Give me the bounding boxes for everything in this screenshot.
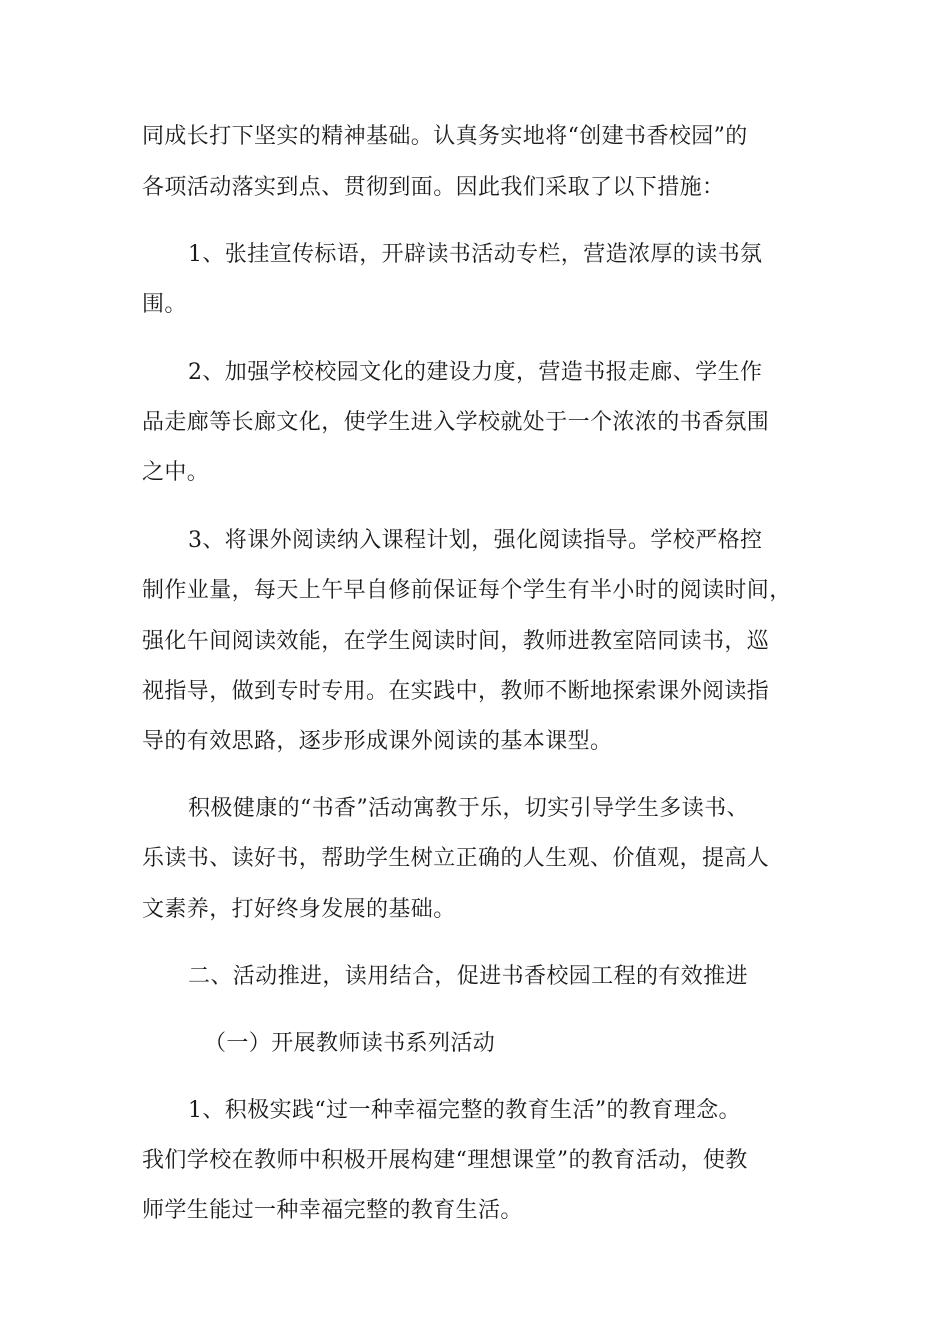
paragraph-line: 积极健康的“书香”活动寓教于乐，切实引导学生多读书、: [188, 796, 749, 821]
paragraph-line: 制作业量，每天上午早自修前保证每个学生有半小时的阅读时间，: [142, 578, 792, 603]
paragraph-line: 品走廊等长廊文化，使学生进入学校就处于一个浓浓的书香氛围: [142, 410, 770, 435]
paragraph-line: 同成长打下坚实的精神基础。认真务实地将“创建书香校园”的: [142, 124, 748, 149]
paragraph-line: 围。: [142, 292, 187, 317]
paragraph-line: 导的有效思路，逐步形成课外阅读的基本课型。: [142, 729, 613, 754]
paragraph-line: 各项活动落实到点、贯彻到面。因此我们采取了以下措施：: [142, 175, 725, 200]
paragraph-line: 2、加强学校校园文化的建设力度，营造书报走廊、学生作: [188, 360, 763, 385]
paragraph-line: 视指导，做到专时专用。在实践中，教师不断地探索课外阅读指: [142, 679, 770, 704]
paragraph-line: 1、张挂宣传标语，开辟读书活动专栏，营造浓厚的读书氛: [188, 242, 763, 267]
paragraph-line: 1、积极实践“过一种幸福完整的教育生活”的教育理念。: [188, 1098, 741, 1123]
section-heading: 二、活动推进，读用结合，促进书香校园工程的有效推进: [188, 964, 749, 989]
paragraph-line: 师学生能过一种幸福完整的教育生活。: [142, 1198, 523, 1223]
paragraph-line: 我们学校在教师中积极开展构建“理想课堂”的教育活动，使教: [142, 1148, 748, 1173]
paragraph-line: 文素养，打好终身发展的基础。: [142, 897, 456, 922]
paragraph-line: 之中。: [142, 460, 210, 485]
paragraph-line: 强化午间阅读效能，在学生阅读时间，教师进教室陪同读书，巡: [142, 629, 770, 654]
subsection-heading: （一）开展教师读书系列活动: [204, 1031, 496, 1056]
paragraph-line: 3、将课外阅读纳入课程计划，强化阅读指导。学校严格控: [188, 528, 763, 553]
paragraph-line: 乐读书、读好书，帮助学生树立正确的人生观、价值观，提高人: [142, 846, 770, 871]
